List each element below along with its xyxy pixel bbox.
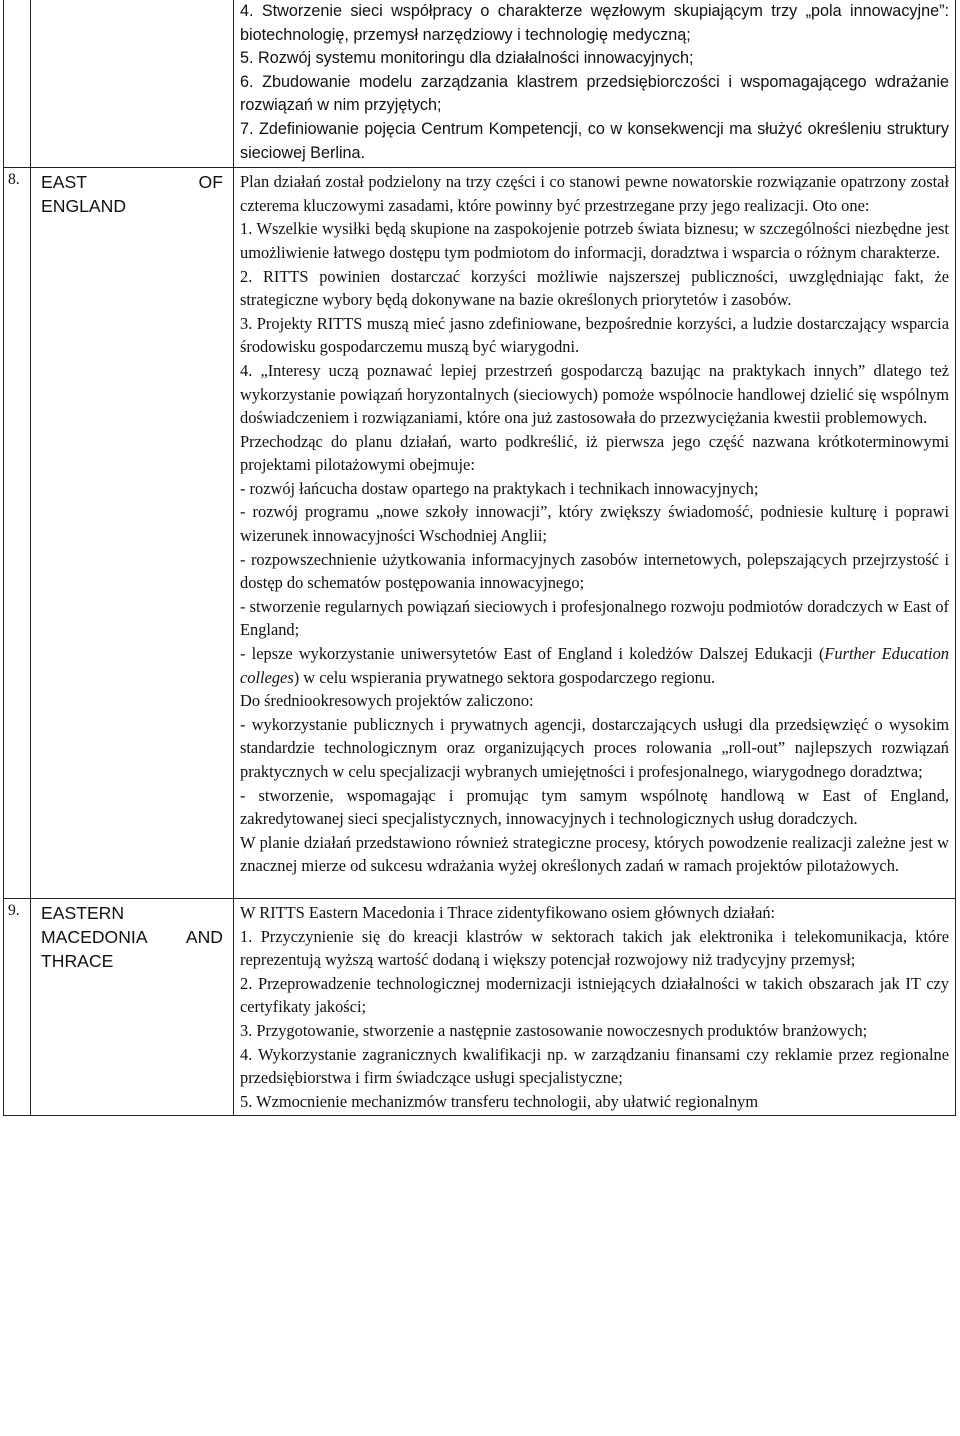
region-name-line: EAST OF <box>41 172 223 193</box>
paragraph: - wykorzystanie publicznych i prywatnych agencji, dostarczających usługi dla przedsięwzięć o wysokim standardzie technologicznym oraz organizujących proces rolowania „roll-out” najlepszych rozwiązań praktycznych w celu specjalizacji wybranych umiejętności i profesjonalnego, wiarygodnego doradztwa; <box>240 714 949 781</box>
paragraph: Plan działań został podzielony na trzy części i co stanowi pewne nowatorskie rozwiązanie opatrzony został czterema kluczowymi zasadami, które powinny być przestrzegane przy jego realizacji. Oto one: <box>240 172 949 215</box>
paragraph: 7. Zdefiniowanie pojęcia Centrum Kompetencji, co w konsekwencji ma służyć określeniu struktury sieciowej Berlina. <box>240 119 949 162</box>
paragraph: 4. Wykorzystanie zagranicznych kwalifikacji np. w zarządzaniu finansami czy reklamie przez regionalne przedsiębiorstwa i firm świadczące usługi specjalistyczne; <box>240 1044 949 1088</box>
table-row-east-of-england <box>4 168 956 899</box>
paragraph: 3. Projekty RITTS muszą mieć jasno zdefiniowane, bezpośrednie korzyści, a ludzie dostarczający wsparcia środowisku gospodarczemu muszą być wiarygodni. <box>240 313 949 357</box>
paragraph-text: - lepsze wykorzystanie uniwersytetów East of England i koledżów Dalszej Edukacji ( <box>240 644 825 664</box>
paragraph: 2. Przeprowadzenie technologicznej modernizacji istniejących działalności w takich obszarach jak IT czy certyfikaty jakości; <box>240 973 949 1017</box>
paragraph: 2. RITTS powinien dostarczać korzyści możliwie najszerszej publiczności, uwzględniając fakt, że strategiczne wybory będą dokonywane na bazie określonych priorytetów i zasobów. <box>240 266 949 310</box>
paragraph: 3. Przygotowanie, stworzenie a następnie zastosowanie nowoczesnych produktów branżowych; <box>240 1020 868 1040</box>
region-name-line: MACEDONIA AND <box>41 926 223 947</box>
paragraph: Przechodząc do planu działań, warto podkreślić, iż pierwsza jego część nazwana krótkoterminowymi projektami pilotażowymi obejmuje: <box>240 431 949 475</box>
row-number: 9. <box>4 898 31 1115</box>
paragraph-text: ) w celu wspierania prywatnego sektora gospodarczego regionu. <box>293 667 716 687</box>
paragraph: W RITTS Eastern Macedonia i Thrace zidentyfikowano osiem głównych działań: <box>240 902 776 922</box>
region-name <box>31 168 234 899</box>
region-name-line: THRACE <box>41 950 114 971</box>
row-content <box>234 168 956 899</box>
regions-table <box>3 0 956 1116</box>
paragraph: 5. Wzmocnienie mechanizmów transferu technologii, aby ułatwić regionalnym <box>240 1091 759 1111</box>
row-content <box>234 0 956 168</box>
cell-spacer <box>240 878 949 896</box>
row-number: 8. <box>4 168 31 899</box>
region-name-line: EASTERN <box>41 902 125 923</box>
paragraph: W planie działań przedstawiono również strategiczne procesy, których powodzenie realizacji zależne jest w znacznej mierze od sukcesu wdrażania wyżej określonych zadań w ramach projektów pilotażowych. <box>240 832 949 876</box>
paragraph: - stworzenie regularnych powiązań sieciowych i profesjonalnego rozwoju podmiotów doradczych w East of England; <box>240 596 949 640</box>
region-name-line: ENGLAND <box>41 196 127 217</box>
table-row-eastern-macedonia-and-thrace <box>4 898 956 1115</box>
paragraph: 4. „Interesy uczą poznawać lepiej przestrzeń gospodarczą bazując na praktykach innych” dlatego też wykorzystanie powiązań horyzontalnych (sieciowych) pomoże wspólnocie handlowej dzielić się wspólnym doświadczeniem i rozwiązaniami, które ona już zastosowała do przezwyciężania kwestii problemowych. <box>240 360 949 428</box>
paragraph: 1. Przyczynienie się do kreacji klastrów w sektorach takich jak elektronika i telekomunikacja, które reprezentują wyższą wartość dodaną i większy potencjał rozwojowy niż tradycyjny przemysł; <box>240 926 949 970</box>
paragraph: 5. Rozwój systemu monitoringu dla działalności innowacyjnych; <box>240 49 694 68</box>
paragraph: Do średniookresowych projektów zaliczono: <box>240 691 534 711</box>
table-row-continuation <box>4 0 956 168</box>
paragraph: - rozwój programu „nowe szkoły innowacji”, który zwiększy świadomość, podniesie kulturę i poprawi wizerunek innowacyjności Wschodniej Anglii; <box>240 502 949 546</box>
paragraph: - rozwój łańcucha dostaw opartego na praktykach i technikach innowacyjnych; <box>240 478 759 498</box>
paragraph: - rozpowszechnienie użytkowania informacyjnych zasobów internetowych, polepszających przejrzystość i dostęp do schematów postępowania innowacyjnego; <box>240 549 949 593</box>
paragraph: 4. Stworzenie sieci współpracy o charakterze węzłowym skupiającym trzy „pola innowacyjne”: biotechnologię, przemysł narzędziowy i technologię medyczną; <box>240 2 949 44</box>
paragraph <box>240 642 949 689</box>
region-name <box>31 898 234 1115</box>
row-content <box>234 898 956 1115</box>
paragraph: - stworzenie, wspomagając i promując tym samym wspólnotę handlową w East of England, zakredytowanej sieci specjalistycznych, innowacyjnych i technologicznych usług doradczych. <box>240 785 949 829</box>
row-number <box>4 0 31 168</box>
region-name <box>31 0 234 168</box>
paragraph: 1. Wszelkie wysiłki będą skupione na zaspokojenie potrzeb świata biznesu; w szczególności niezbędne jest umożliwienie łatwego dostępu tym podmiotom do informacji, doradztwa i wsparcia o różnym charakterze. <box>240 219 949 262</box>
paragraph-italic-text: Further Education colleges <box>240 644 949 687</box>
paragraph: 6. Zbudowanie modelu zarządzania klastrem przedsiębiorczości i wspomagającego wdrażanie rozwiązań w nim przyjętych; <box>240 72 949 115</box>
